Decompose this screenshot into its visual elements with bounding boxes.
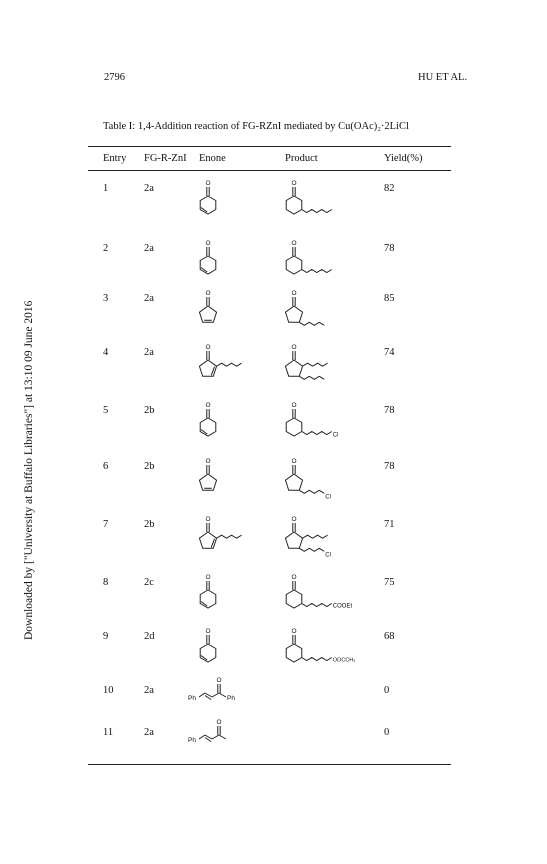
atom-label: O <box>205 402 211 409</box>
entry-number: 10 <box>103 685 114 696</box>
reagent-code: 2b <box>144 405 155 416</box>
header-entry: Entry <box>103 153 127 164</box>
entry-number: 6 <box>103 461 109 472</box>
reagent-code: 2a <box>144 183 154 194</box>
enone-structure <box>188 667 278 713</box>
atom-label: O <box>205 240 211 247</box>
product-structure <box>274 285 364 331</box>
substituent-label: COOEt <box>332 603 353 610</box>
reagent-code: 2a <box>144 727 154 738</box>
atom-label: O <box>205 628 211 635</box>
atom-label: O <box>205 180 211 187</box>
yield-value: 78 <box>384 405 395 416</box>
entry-number: 2 <box>103 243 109 254</box>
table-caption: Table I: 1,4-Addition reaction of FG-RZnI mediated by Cu(OAc)₂·2LiCl <box>103 121 409 132</box>
reagent-code: 2b <box>144 461 155 472</box>
atom-label: O <box>291 290 297 297</box>
enone-structure <box>188 175 278 221</box>
entry-number: 3 <box>103 293 109 304</box>
atom-label: O <box>216 677 222 684</box>
product-structure <box>274 511 364 557</box>
product-structure <box>274 453 364 499</box>
reagent-code: 2a <box>144 685 154 696</box>
yield-value: 82 <box>384 183 395 194</box>
entry-number: 7 <box>103 519 109 530</box>
atom-label: O <box>291 628 297 635</box>
atom-label: O <box>291 240 297 247</box>
yield-value: 71 <box>384 519 395 530</box>
product-structure <box>274 623 364 669</box>
reagent-code: 2a <box>144 347 154 358</box>
enone-structure <box>188 453 278 499</box>
atom-label: O <box>205 290 211 297</box>
header-product: Product <box>285 153 318 164</box>
running-head: HU ET AL. <box>418 72 468 83</box>
substituent-label: OOCCH₃ <box>332 657 356 664</box>
entry-number: 1 <box>103 183 109 194</box>
product-structure <box>274 339 364 385</box>
product-structure <box>274 569 364 615</box>
substituent-label: Ph <box>227 695 235 702</box>
entry-number: 11 <box>103 727 114 738</box>
product-structure <box>274 175 364 221</box>
table-header-rule <box>88 170 451 171</box>
header-reagent: FG-R-ZnI <box>144 153 187 164</box>
substituent-label: Ph <box>188 695 196 702</box>
atom-label: O <box>291 516 297 523</box>
atom-label: O <box>205 458 211 465</box>
atom-label: O <box>205 574 211 581</box>
enone-structure <box>188 339 278 385</box>
reagent-code: 2d <box>144 631 155 642</box>
yield-value: 78 <box>384 243 395 254</box>
enone-structure <box>188 511 278 557</box>
entry-number: 4 <box>103 347 109 358</box>
download-watermark <box>12 240 35 640</box>
page-number: 2796 <box>104 72 125 83</box>
yield-value: 68 <box>384 631 395 642</box>
header-enone: Enone <box>199 153 226 164</box>
reagent-code: 2c <box>144 577 154 588</box>
enone-structure <box>188 285 278 331</box>
reagent-code: 2a <box>144 243 154 254</box>
substituent-label: Cl <box>325 494 331 499</box>
atom-label: O <box>291 402 297 409</box>
yield-value: 75 <box>384 577 395 588</box>
enone-structure <box>188 397 278 443</box>
entry-number: 8 <box>103 577 109 588</box>
reagent-code: 2a <box>144 293 154 304</box>
substituent-label: Cl <box>325 552 331 557</box>
product-structure <box>274 397 364 443</box>
enone-structure <box>188 623 278 669</box>
substituent-label: Ph <box>188 737 196 744</box>
yield-value: 0 <box>384 727 390 738</box>
entry-number: 9 <box>103 631 109 642</box>
atom-label: O <box>205 344 211 351</box>
entry-number: 5 <box>103 405 109 416</box>
atom-label: O <box>216 719 222 726</box>
atom-label: O <box>291 180 297 187</box>
atom-label: O <box>205 516 211 523</box>
yield-value: 0 <box>384 685 390 696</box>
yield-value: 78 <box>384 461 395 472</box>
atom-label: O <box>291 344 297 351</box>
reagent-code: 2b <box>144 519 155 530</box>
atom-label: O <box>291 458 297 465</box>
enone-structure <box>188 235 278 281</box>
product-structure <box>274 235 364 281</box>
enone-structure <box>188 569 278 615</box>
yield-value: 85 <box>384 293 395 304</box>
download-watermark-text: Downloaded by ["University at Buffalo Libraries"] at 13:10 09 June 2016 <box>23 300 35 640</box>
yield-value: 74 <box>384 347 395 358</box>
header-yield: Yield(%) <box>384 153 423 164</box>
substituent-label: Cl <box>332 432 339 439</box>
table-bottom-rule <box>88 764 451 765</box>
enone-structure <box>188 709 278 755</box>
table-top-rule <box>88 146 451 147</box>
atom-label: O <box>291 574 297 581</box>
